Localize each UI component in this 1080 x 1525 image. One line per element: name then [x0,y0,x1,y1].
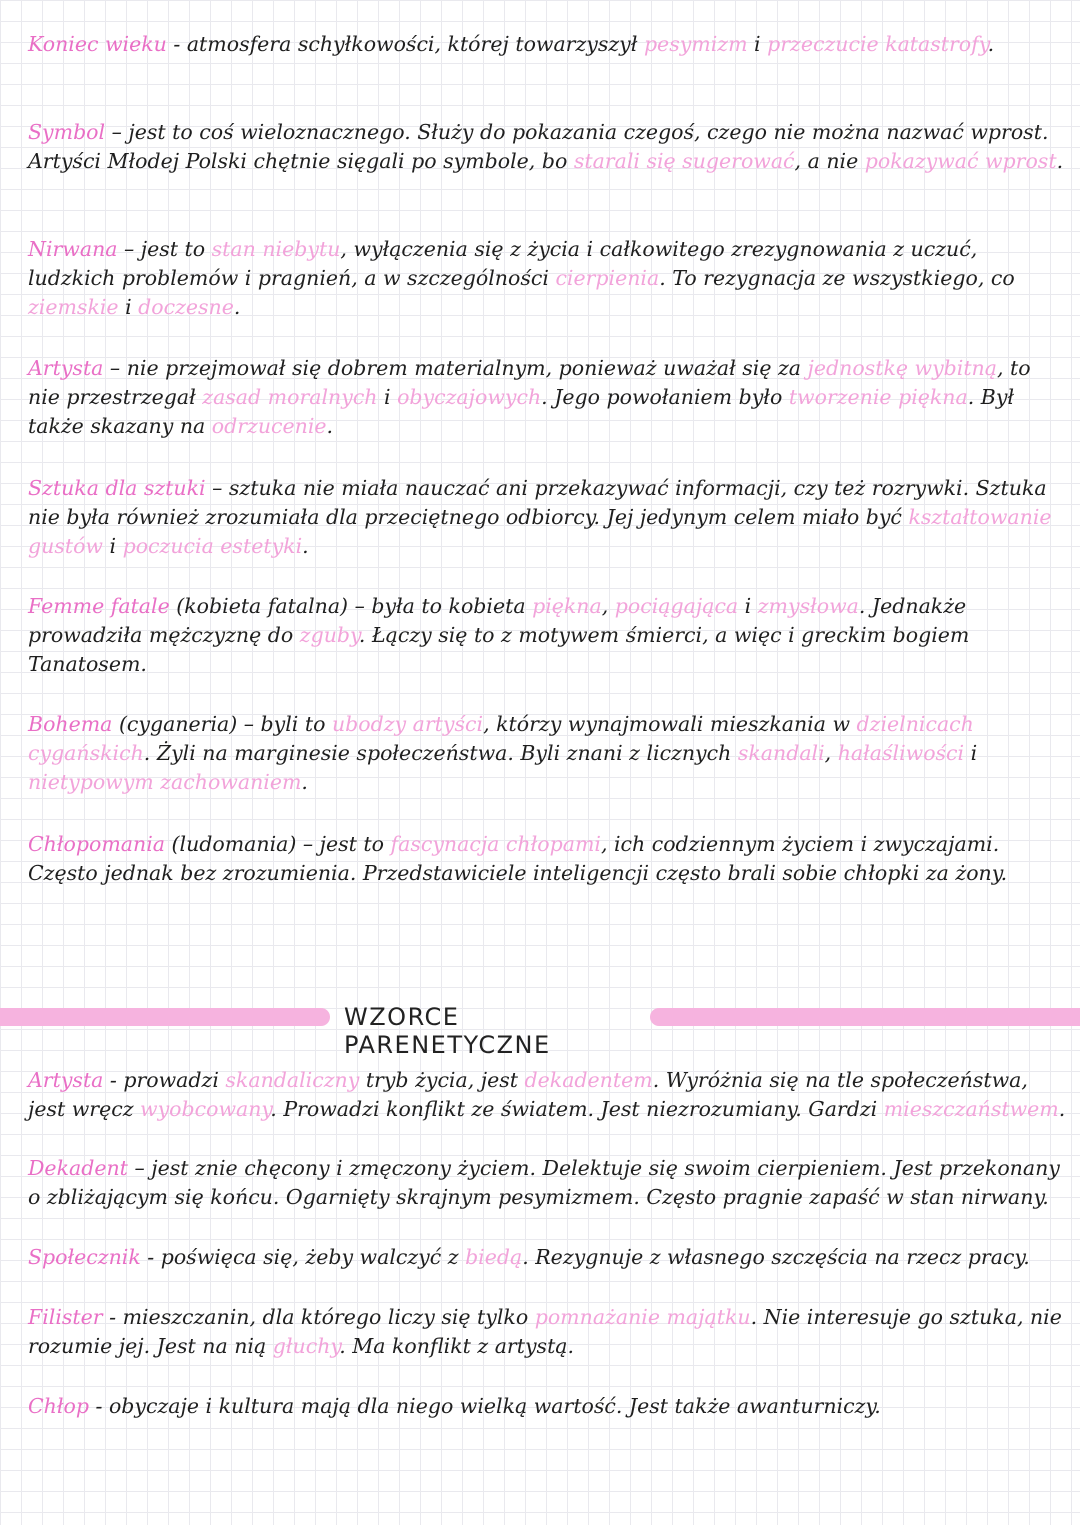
term-label: Chłopomania [28,832,165,856]
term-label: Sztuka dla sztuki [28,476,206,500]
pattern-chlop: Chłop - obyczaje i kultura mają dla niego wielką wartość. Jest także awanturniczy. [28,1394,881,1418]
definition-symbol: Symbol – jest to coś wieloznacznego. Służy do pokazania czegoś, czego nie można nazwać wprost. Artyści Młodej Polski chętnie sięgali po symbole, bo starali się sugerować, a nie pokazywać wprost. [28,120,1064,173]
banner-bar-right [650,1008,1080,1026]
pattern-filister: Filister - mieszczanin, dla którego liczy się tylko pomnażanie majątku. Nie interesuje go sztuka, nie rozumie jej. Jest na nią głuchy. Ma konflikt z artystą. [28,1305,1062,1358]
pattern-artysta: Artysta - prowadzi skandaliczny tryb życia, jest dekadentem. Wyróżnia się na tle społeczeństwa, jest wręcz wyobcowany. Prowadzi konflikt ze światem. Jest niezrozumiany. Gardzi mieszczaństwem. [28,1068,1066,1121]
term-label: Femme fatale [28,594,170,618]
definition-femme-fatale: Femme fatale (kobieta fatalna) – była to kobieta piękna, pociągająca i zmysłowa. Jednakże prowadziła mężczyznę do zguby. Łączy się to z motywem śmierci, a więc i greckim bogiem Tanatosem. [28,594,970,676]
term-label: Koniec wieku [28,32,167,56]
banner-bar-left [0,1008,330,1026]
definition-artysta: Artysta – nie przejmował się dobrem materialnym, ponieważ uważał się za jednostkę wybitną, to nie przestrzegał zasad moralnych i obyczajowych. Jego powołaniem było tworzenie piękna. Był także skazany na odrzucenie. [28,356,1031,438]
term-label: Bohema [28,712,113,736]
term-label: Symbol [28,120,106,144]
definition-sztuka-dla-sztuki: Sztuka dla sztuki – sztuka nie miała nauczać ani przekazywać informacji, czy też rozrywki. Sztuka nie była również zrozumiała dla przeciętnego odbiorcy. Jej jedynym celem miało być kształtowanie gustów i poczucia estetyki. [28,476,1052,558]
term-label: Chłop [28,1394,89,1418]
section-title: WZORCE PARENETYCZNE [344,1003,551,1059]
term-label: Artysta [28,356,104,380]
term-label: Społecznik [28,1245,141,1269]
term-label: Artysta [28,1068,104,1092]
section-banner [0,1003,1080,1059]
pattern-dekadent: Dekadent – jest znie chęcony i zmęczony życiem. Delektuje się swoim cierpieniem. Jest przekonany o zbliżającym się końcu. Ogarnięty skrajnym pesymizmem. Często pragnie zapaść w stan nirwany. [28,1156,1060,1209]
definition-bohema: Bohema (cyganeria) – byli to ubodzy artyści, którzy wynajmowali mieszkania w dzielnicach cygańskich. Żyli na marginesie społeczeństwa. Byli znani z licznych skandali, hałaśliwości i nietypowym zachowaniem. [28,712,978,794]
definition-chlopomania: Chłopomania (ludomania) – jest to fascynacja chłopami, ich codziennym życiem i zwyczajami. Często jednak bez zrozumienia. Przedstawiciele inteligencji często brali sobie chłopki za żony. [28,832,1008,885]
term-label: Nirwana [28,237,118,261]
definition-nirwana: Nirwana – jest to stan niebytu, wyłączenia się z życia i całkowitego zrezygnowania z uczuć, ludzkich problemów i pragnień, a w szczególności cierpienia. To rezygnacja ze wszystkiego, co ziemskie i doczesne. [28,237,1015,319]
definition-koniec-wieku: Koniec wieku - atmosfera schyłkowości, której towarzyszył pesymizm i przeczucie katastrofy. [28,32,995,56]
term-label: Filister [28,1305,103,1329]
term-label: Dekadent [28,1156,128,1180]
pattern-spolecznik: Społecznik - poświęca się, żeby walczyć z biedą. Rezygnuje z własnego szczęścia na rzecz pracy. [28,1245,1030,1269]
